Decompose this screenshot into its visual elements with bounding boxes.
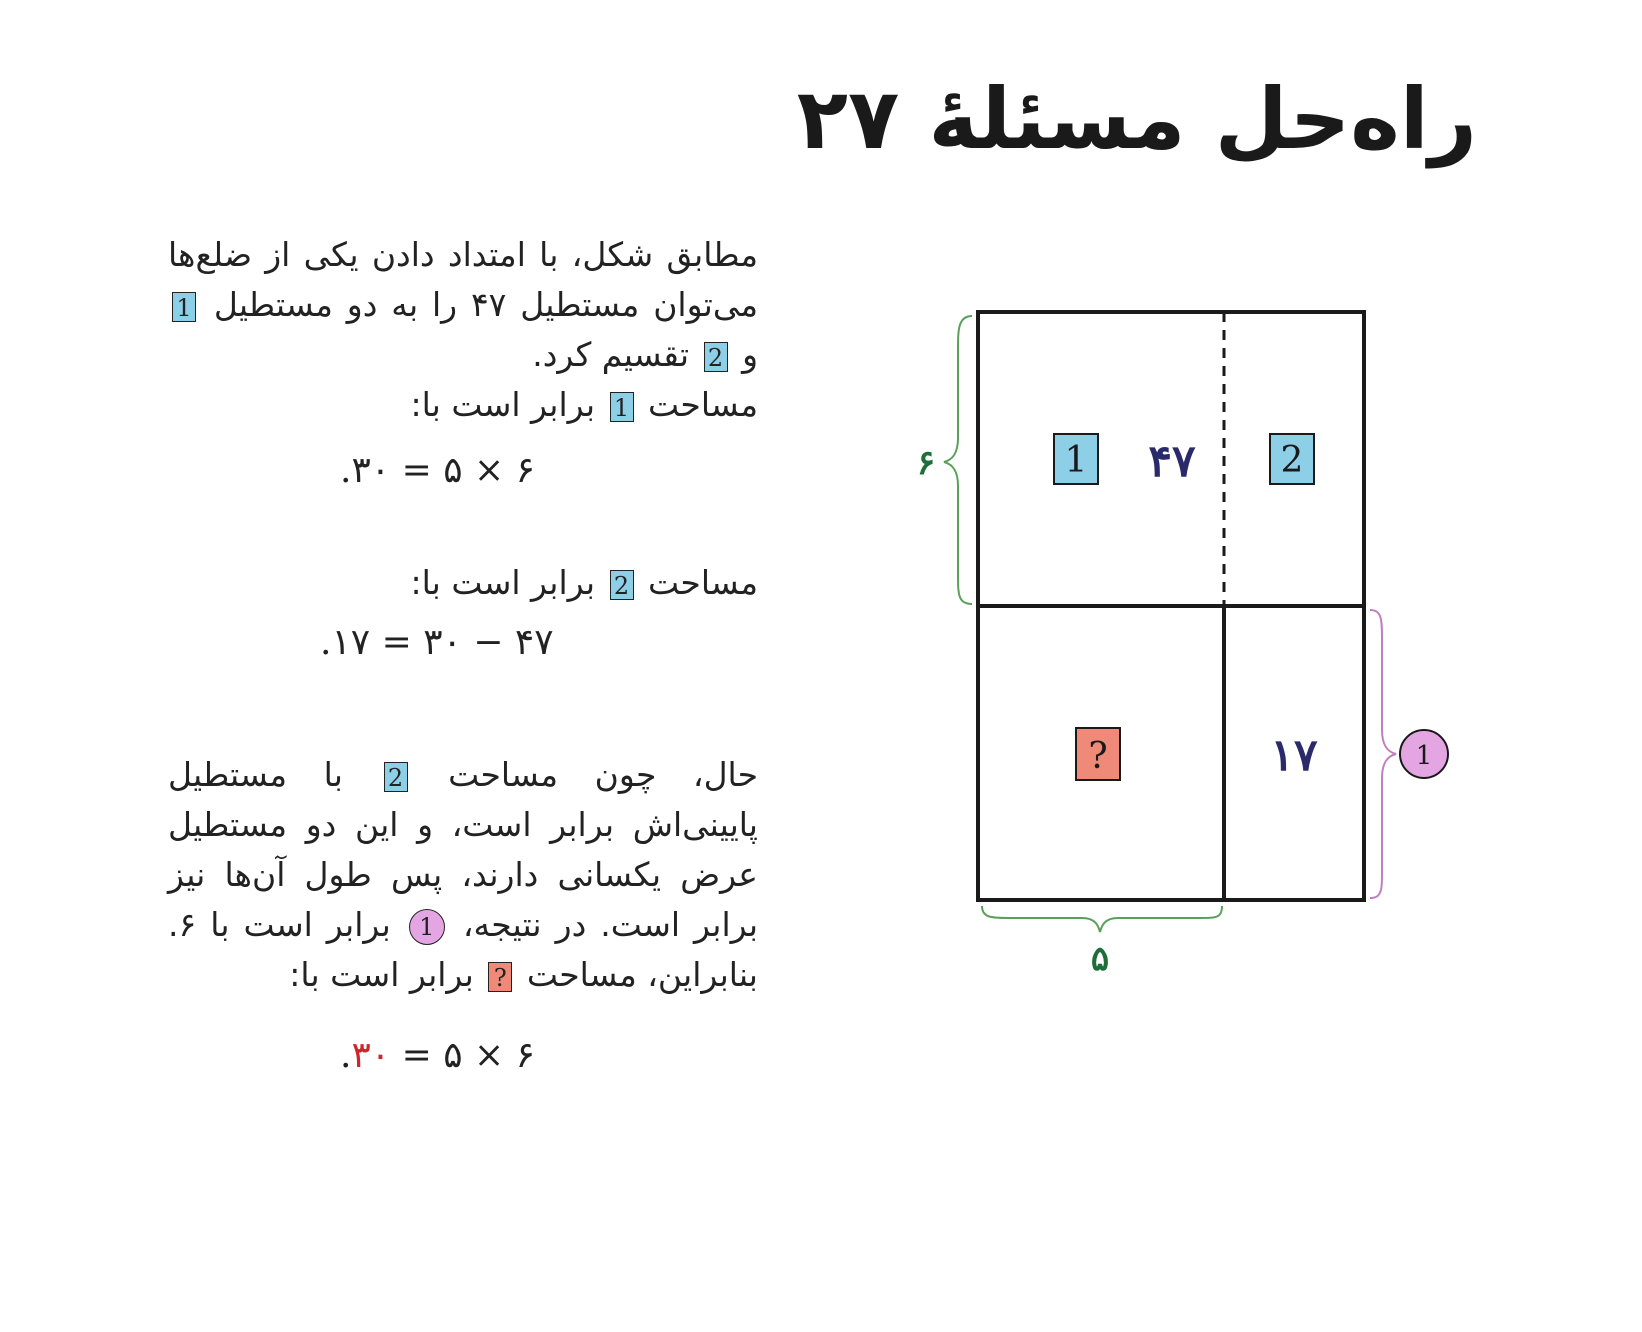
width-brace (982, 906, 1222, 932)
area-47-label: ۴۷ (1148, 436, 1196, 487)
conclusion-text-c: برابر است با ۶. بنابراین، مساحت (168, 905, 758, 994)
badge-two: 2 (704, 342, 728, 372)
circle-one-label: 1 (1415, 741, 1433, 771)
region-two-label: 2 (1280, 440, 1304, 481)
equation-area-two: ۴۷ − ۳۰ = ۱۷. (320, 622, 554, 663)
and-word: و (742, 335, 758, 374)
answer-value: ۳۰ (351, 1035, 391, 1076)
region-one-label: 1 (1064, 440, 1088, 481)
badge-one: 1 (610, 392, 634, 422)
badge-one: 1 (172, 292, 196, 322)
area-word: مساحت (648, 563, 758, 602)
circle-badge-one: 1 (409, 909, 445, 945)
equals-with-text: برابر است با: (410, 385, 596, 424)
intro-text: مطابق شکل، با امتداد دادن یکی از ضلع‌ها می‌توان مستطیل ۴۷ را به دو مستطیل (168, 235, 759, 324)
height-label: ۶ (916, 443, 936, 483)
equals-with-text: برابر است با: (410, 563, 596, 602)
answer-dot: . (340, 1035, 352, 1076)
answer-expression: ۶ × ۵ = (390, 1035, 535, 1076)
width-label: ۵ (1090, 939, 1110, 979)
equation-area-one: ۶ × ۵ = ۳۰. (340, 450, 535, 491)
badge-two: 2 (610, 570, 634, 600)
unknown-region-label: ? (1088, 736, 1108, 777)
area-17-label: ۱۷ (1270, 730, 1318, 781)
badge-question: ? (488, 962, 512, 992)
conclusion-text-b: با مستطیل پایینی‌اش برابر است، و این دو مستطیل عرض یکسانی دارند، پس طول آن‌ها نیز برابر است. در نتیجه، (168, 755, 759, 944)
conclusion-text-d: برابر است با: (289, 955, 474, 994)
height-brace (944, 316, 972, 604)
divide-text: تقسیم کرد. (532, 335, 690, 374)
right-brace (1370, 610, 1396, 898)
page-title: راه‌حل مسئلهٔ ۲۷ (796, 70, 1477, 168)
conclusion-text-a: حال، چون مساحت (448, 755, 759, 794)
badge-two: 2 (384, 762, 408, 792)
area-word: مساحت (648, 385, 758, 424)
